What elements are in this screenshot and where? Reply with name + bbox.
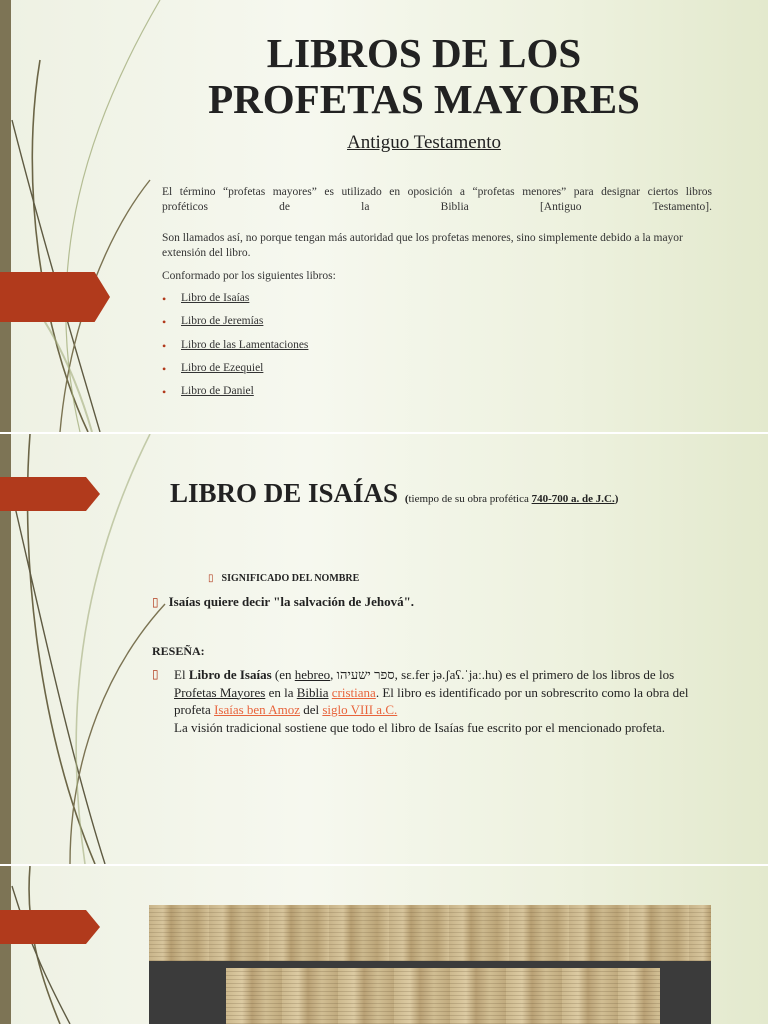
res-en: (en (271, 667, 295, 682)
paragraph-1-line-1: El término “profetas mayores” es utilizado en oposición a “profetas menores” para designar ciertos libros (162, 186, 712, 198)
paren-text: tiempo de su obra profética (408, 493, 532, 505)
bullet-icon: • (162, 361, 167, 376)
bullet-icon: • (162, 338, 167, 353)
res-el: El (174, 667, 189, 682)
res-hebrew-text: , ספר ישעיהו, sɛ.fer jə.ʃaʕ.ˈjaː.hu) es el primero de los libros de los (330, 667, 675, 682)
heading-text: LIBRO DE ISAÍAS (170, 478, 399, 508)
title-line-1: LIBROS DE LOS (266, 30, 582, 76)
paren-close: ) (614, 493, 619, 505)
res-en-la: en la (265, 684, 297, 700)
paragraph-2: Son llamados así, no porque tengan más autoridad que los profetas menores, sino simplemente debido a la mayor extensión del libro. (162, 232, 683, 259)
res-mid: . El libro es identificado por un sobrescrito como la obra del profeta (174, 684, 689, 717)
significado-text: SIGNIFICADO DEL NOMBRE (221, 573, 360, 584)
arrow-tab-icon (0, 477, 100, 511)
page-title (150, 30, 698, 122)
list-item (162, 385, 308, 408)
scroll-image-upper (149, 905, 711, 961)
book-link-daniel[interactable]: Libro de Daniel (181, 385, 254, 398)
list-item (162, 362, 308, 385)
res-del: del (299, 702, 323, 717)
arrow-tab-icon (0, 272, 110, 322)
list-item (162, 292, 308, 315)
heading-paren (405, 493, 619, 505)
link-siglo[interactable]: siglo VIII a.C. (322, 702, 398, 717)
books-list (162, 292, 308, 408)
meaning-text: Isaías quiere decir "la salvación de Jehová". (168, 594, 415, 609)
book-link-isaias[interactable]: Libro de Isaías (181, 292, 250, 304)
subtitle: Antiguo Testamento (347, 132, 501, 153)
bullet-icon: • (162, 385, 167, 400)
paren-dates: 740-700 a. de J.C. (531, 493, 615, 505)
link-hebreo[interactable]: hebreo (294, 667, 331, 682)
list-item (162, 339, 308, 362)
paren-open: ( (404, 493, 409, 505)
book-link-lamentaciones[interactable]: Libro de las Lamentaciones (181, 338, 309, 351)
book-link-jeremias[interactable]: Libro de Jeremías (181, 315, 264, 328)
list-item (162, 315, 308, 338)
books-intro: Conformado por los siguientes libros: (162, 270, 336, 282)
res-book-name: Libro de Isaías (188, 667, 272, 682)
square-bullet-icon: ▯ (152, 595, 159, 609)
bullet-icon: • (162, 315, 167, 330)
arrow-tab-icon (0, 910, 100, 944)
slide-1 (0, 0, 768, 432)
resena-text (174, 666, 704, 736)
bullet-icon: • (162, 292, 167, 306)
title-line-2: PROFETAS MAYORES (208, 76, 640, 122)
paragraph-1-line-2: proféticos de la Biblia [Antiguo Testamento]. (162, 201, 712, 213)
paragraph-1 (162, 185, 712, 215)
resena-label: RESEÑA: (152, 644, 205, 658)
square-bullet-icon: ▯ (152, 667, 159, 681)
link-isaias-ben-amoz[interactable]: Isaías ben Amoz (214, 702, 300, 717)
square-bullet-icon: ▯ (208, 573, 214, 584)
significado-label (208, 573, 359, 584)
isaiah-scroll-image (149, 905, 711, 1024)
name-meaning (152, 594, 414, 610)
book-link-ezequiel[interactable]: Libro de Ezequiel (181, 361, 264, 374)
section-heading (170, 478, 618, 509)
link-biblia[interactable]: Biblia (296, 684, 329, 700)
link-cristiana[interactable]: cristiana (331, 684, 376, 700)
scroll-image-lower (226, 968, 660, 1024)
res-last: La visión tradicional sostiene que todo el libro de Isaías fue escrito por el mencionado profeta. (174, 719, 665, 735)
link-profetas-mayores[interactable]: Profetas Mayores (174, 684, 266, 700)
